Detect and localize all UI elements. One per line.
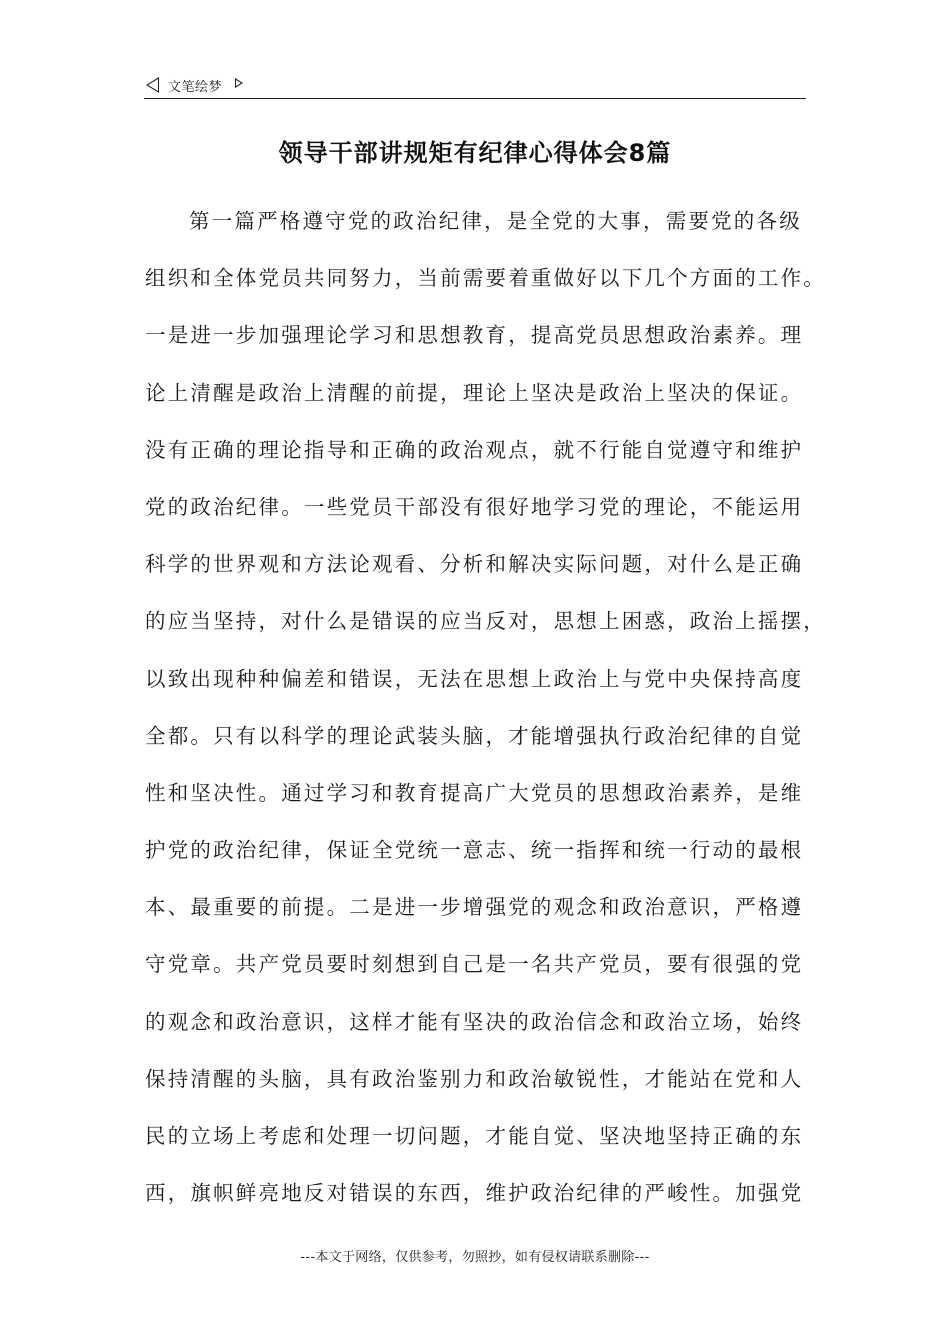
body-line: 本、最重要的前提。二是进一步增强党的观念和政治意识，严格遵 xyxy=(145,895,804,920)
body-line: 民的立场上考虑和处理一切问题，才能自觉、坚决地坚持正确的东 xyxy=(145,1124,804,1148)
body-line: 护党的政治纪律，保证全党统一意志、统一指挥和统一行动的最根 xyxy=(145,838,804,863)
body-line: 西，旗帜鲜亮地反对错误的东西，维护政治纪律的严峻性。加强党 xyxy=(145,1181,804,1206)
body-line: 党的政治纪律。一些党员干部没有很好地学习党的理论，不能运用 xyxy=(145,494,804,519)
body-line: 没有正确的理论指导和正确的政治观点，就不行能自觉遵守和维护 xyxy=(145,437,804,462)
body-line: 第一篇严格遵守党的政治纪律，是全党的大事，需要党的各级 xyxy=(189,209,802,233)
body-line: 论上清醒是政治上清醒的前提，理论上坚决是政治上坚决的保证。 xyxy=(145,380,804,405)
header-brand: 文笔绘梦 xyxy=(168,80,223,95)
body-line: 以致出现种种偏差和错误，无法在思想上政治上与党中央保持高度 xyxy=(145,666,804,691)
triangle-right-icon xyxy=(235,78,243,88)
body-line: 科学的世界观和方法论观看、分析和解决实际问题，对什么是正确 xyxy=(145,552,804,577)
body-line: 守党章。共产党员要时刻想到自己是一名共产党员，要有很强的党 xyxy=(145,952,804,977)
page-header xyxy=(144,72,806,99)
body-line: 的应当坚持，对什么是错误的应当反对，思想上困惑，政治上摇摆， xyxy=(145,609,826,634)
body-line: 一是进一步加强理论学习和思想教育，提高党员思想政治素养。理 xyxy=(145,323,804,348)
body-line: 性和坚决性。通过学习和教育提高广大党员的思想政治素养，是维 xyxy=(145,780,804,805)
footer-disclaimer: ---本文于网络，仅供参考，勿照抄，如有侵权请联系删除--- xyxy=(300,1250,650,1265)
body-line: 的观念和政治意识，这样才能有坚决的政治信念和政治立场，始终 xyxy=(145,1009,804,1034)
document-body xyxy=(145,204,826,1233)
body-line: 全都。只有以科学的理论武装头脑，才能增强执行政治纪律的自觉 xyxy=(145,723,804,748)
triangle-left-icon xyxy=(146,77,159,93)
body-line: 组织和全体党员共同努力，当前需要着重做好以下几个方面的工作。 xyxy=(145,266,826,291)
body-line: 保持清醒的头脑，具有政治鉴别力和政治敏锐性，才能站在党和人 xyxy=(145,1066,804,1091)
document-title: 领导干部讲规矩有纪律心得体会8篇 xyxy=(278,139,672,167)
